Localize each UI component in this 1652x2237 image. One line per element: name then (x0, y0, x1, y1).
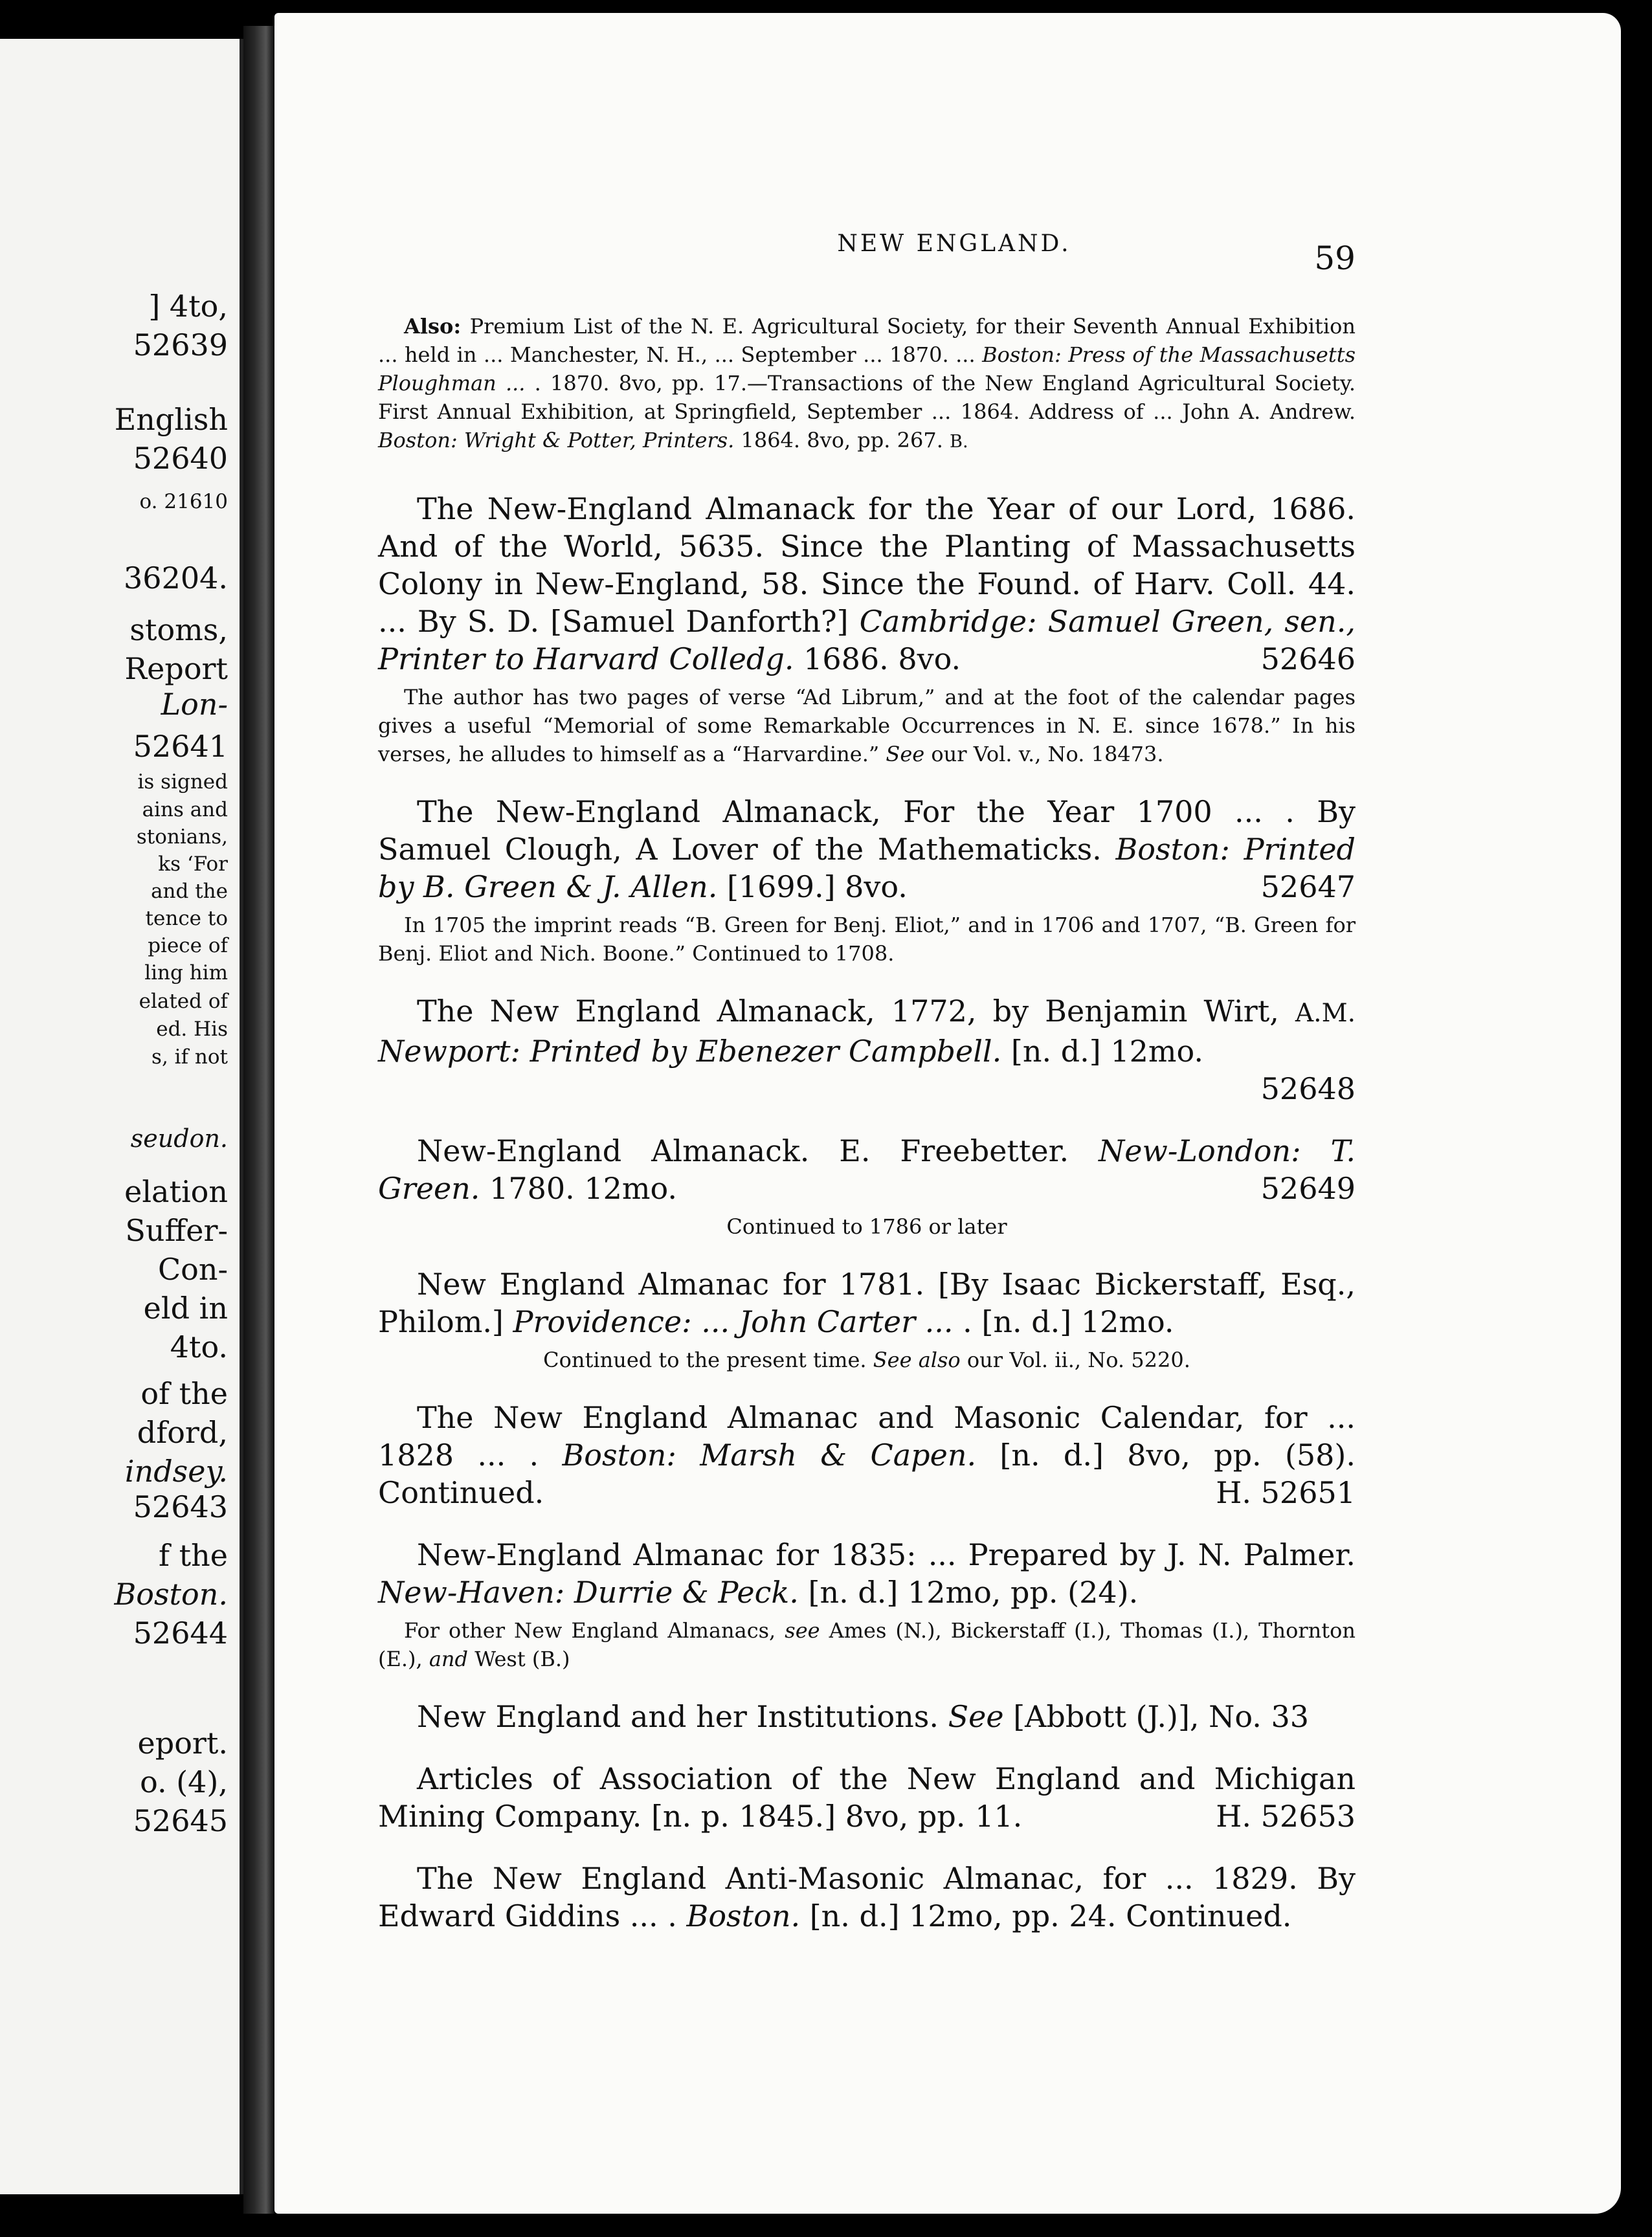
entry-text: The New England Anti-Masonic Almanac, for ... 1829. By Edward Giddins ... . (378, 1861, 1356, 1933)
entry-text: [n. d.] 12mo, pp. 24. Continued. (800, 1898, 1292, 1933)
entry-text: See (948, 1699, 1004, 1734)
facing-page-text: indsey. (124, 1454, 228, 1489)
entry-number: 52649 (1260, 1171, 1356, 1206)
catalog-entry (378, 1536, 1356, 1611)
entry-text: Continued to the present time. (543, 1348, 873, 1372)
entry-text: Boston. (686, 1898, 801, 1933)
facing-page-text: eld in (143, 1291, 228, 1326)
entry-text: West (B.) (468, 1647, 570, 1671)
entry-text: . [n. d.] 12mo. (953, 1304, 1174, 1339)
entry-text: New-Haven: Durrie & Peck. (378, 1575, 799, 1610)
entry-note (378, 1346, 1356, 1374)
entry-text: our Vol. ii., No. 5220. (960, 1348, 1190, 1372)
facing-page-text: ling him (144, 961, 228, 985)
entry-text: New-England Almanac for 1835: ... Prepared by J. N. Palmer. (417, 1537, 1356, 1572)
facing-page-text: s, if not (151, 1045, 228, 1069)
facing-page-text: elation (124, 1174, 228, 1209)
catalog-entry (378, 1860, 1356, 1935)
entry-text: The New-England Almanack for the Year of our Lord, 1686. And of the World, 5635. Since the Planting of Massachusetts Colony in New-England, 58. Since the Found. of Harv. Coll. 44. ... By S. D. [Samuel Danforth?] (378, 491, 1356, 639)
entry-text: The author has two pages of verse “Ad Librum,” and at the foot of the calendar pages gives a useful “Memorial of some Remarkable Occurrences in N. E. since 1678.” In his verses, he alludes to himself as a “Harvardine.” (378, 685, 1356, 766)
page-number: 59 (1314, 239, 1356, 277)
facing-page-text: 52643 (133, 1489, 228, 1524)
entry-text: our Vol. v., No. 18473. (924, 742, 1164, 766)
entry-text: Boston: Wright & Potter, Printers. (378, 428, 735, 452)
entry-text: Continued to 1786 or later (726, 1214, 1007, 1239)
facing-page-text: stonians, (136, 825, 228, 849)
entry-note (378, 911, 1356, 968)
catalog-entry (378, 1399, 1356, 1511)
entry-number: 52647 (1260, 869, 1356, 904)
entry-text: . 1870. 8vo, pp. 17.—Transactions of the New England Agricultural Society. First Annual Exhibition, at Springfield, September ... 1864. Address of ... John A. Andrew. (378, 371, 1356, 424)
entry-text: 1686. 8vo. (794, 641, 961, 676)
entry-text: [1699.] 8vo. (717, 869, 908, 904)
entry-text: The New England Almanac and Masonic Calendar, for ... 1828 ... . (378, 1400, 1356, 1473)
facing-page-text: o. (4), (140, 1764, 228, 1799)
catalog-entry (378, 1698, 1356, 1735)
facing-page-text: 52639 (133, 328, 228, 362)
entry-text: New England and her Institutions. (417, 1699, 948, 1734)
facing-page-text: Boston. (114, 1577, 228, 1612)
facing-page-text: o. 21610 (139, 490, 228, 513)
entry-text: Cambridge: Samuel Green, sen., Printer to Harvard Colledg. (378, 604, 1356, 676)
facing-page-text: seudon. (130, 1124, 228, 1153)
entry-text: Premium List of the N. E. Agricultural Society, for their Seventh Annual Exhibition ... held in ... Manchester, N. H., ... September ... 1870. ... (378, 314, 1356, 367)
entry-note (378, 312, 1356, 456)
entry-text: A.M. (1295, 999, 1356, 1028)
facing-page-text: 52641 (133, 729, 228, 764)
facing-page-text: tence to (145, 907, 228, 930)
entry-note (378, 1616, 1356, 1673)
entry-text: Providence: ... John Carter ... (513, 1304, 954, 1339)
entry-text: See also (873, 1348, 961, 1372)
facing-page-text: ks ‘For (158, 852, 228, 876)
entry-text: Boston: Printed by B. Green & J. Allen. (378, 832, 1356, 904)
facing-page-text: English (114, 402, 228, 437)
entry-number: H. 52653 (1216, 1799, 1356, 1834)
catalog-entry (378, 793, 1356, 906)
book-page (274, 13, 1621, 2214)
entry-text: Articles of Association of the New England and Michigan Mining Company. [n. p. 1845.] 8vo, pp. 11. (378, 1761, 1356, 1834)
facing-page-text: eport. (137, 1726, 228, 1761)
facing-page-text: is signed (137, 770, 228, 794)
facing-page-text: ] 4to, (148, 289, 228, 324)
entry-text: B. (950, 432, 968, 452)
book-gutter (243, 26, 276, 2214)
entry-note (378, 683, 1356, 768)
entry-text: and (429, 1647, 469, 1671)
catalog-entry (378, 992, 1356, 1107)
facing-page-text: 52644 (133, 1616, 228, 1651)
entry-text: For other New England Almanacs, (404, 1618, 785, 1643)
entry-text: Boston: Press of the Massachusetts Ploughman ... (378, 342, 1356, 395)
facing-page-text: 36204. (124, 561, 228, 595)
facing-page-text: and the (151, 880, 228, 903)
entry-note (378, 1212, 1356, 1241)
facing-page-text: piece of (148, 934, 228, 957)
facing-page-fragment (0, 39, 243, 2194)
catalog-entry (378, 1760, 1356, 1835)
facing-page-text: ed. His (156, 1018, 228, 1041)
entry-text: [n. d.] 8vo, pp. (58). Continued. (378, 1438, 1356, 1510)
entry-text: The New-England Almanack, For the Year 1700 ... . By Samuel Clough, A Lover of the Mathematicks. (378, 794, 1356, 867)
entry-number: 52648 (1260, 1071, 1356, 1106)
entry-text: see (785, 1618, 820, 1643)
entry-text: New-England Almanack. E. Freebetter. (417, 1133, 1099, 1168)
catalog-entry (378, 490, 1356, 678)
facing-page-text: 4to. (170, 1330, 228, 1364)
facing-page-text: dford, (137, 1415, 228, 1450)
facing-page-text: elated of (139, 990, 228, 1013)
entry-text: 1864. 8vo, pp. 267. (734, 428, 950, 452)
entry-text: [n. d.] 12mo, pp. (24). (798, 1575, 1139, 1610)
facing-page-text: 52640 (133, 441, 228, 476)
entry-text: [n. d.] 12mo. (1001, 1034, 1204, 1069)
entry-text: In 1705 the imprint reads “B. Green for Benj. Eliot,” and in 1706 and 1707, “B. Green for Benj. Eliot and Nich. Boone.” Continued to 1708. (378, 913, 1356, 966)
entry-number: 52646 (1260, 641, 1356, 676)
entry-text: Boston: Marsh & Capen. (562, 1438, 977, 1473)
facing-page-text: ains and (142, 798, 228, 821)
facing-page-text: Con- (157, 1252, 228, 1287)
entry-text: Ames (N.), Bickerstaff (I.), Thomas (I.), Thornton (E.), (378, 1618, 1356, 1671)
facing-page-text: 52645 (133, 1803, 228, 1838)
catalog-entry (378, 1265, 1356, 1341)
facing-page-text: f the (159, 1538, 228, 1573)
entry-text: Also: (404, 314, 470, 339)
entry-text: Newport: Printed by Ebenezer Campbell. (378, 1034, 1002, 1069)
facing-page-text: Lon- (161, 687, 228, 722)
entry-text: The New England Almanack, 1772, by Benjamin Wirt, (417, 994, 1295, 1029)
entry-number: H. 52651 (1216, 1475, 1356, 1510)
facing-page-text: Report (124, 651, 228, 686)
entry-text: New England Almanac for 1781. [By Isaac Bickerstaff, Esq., Philom.] (378, 1267, 1356, 1339)
entry-text: [Abbott (J.)], No. 33 (1003, 1699, 1310, 1734)
entry-text: 1780. 12mo. (480, 1171, 678, 1206)
facing-page-text: stoms, (129, 612, 228, 647)
catalog-entry (378, 1132, 1356, 1207)
bibliography-entries (378, 312, 1356, 1940)
facing-page-text: of the (140, 1376, 228, 1411)
facing-page-text: Suffer- (125, 1213, 228, 1248)
entry-text: New-London: T. Green. (378, 1133, 1356, 1206)
entry-text: See (886, 742, 925, 766)
running-head: NEW ENGLAND. (837, 230, 1071, 257)
